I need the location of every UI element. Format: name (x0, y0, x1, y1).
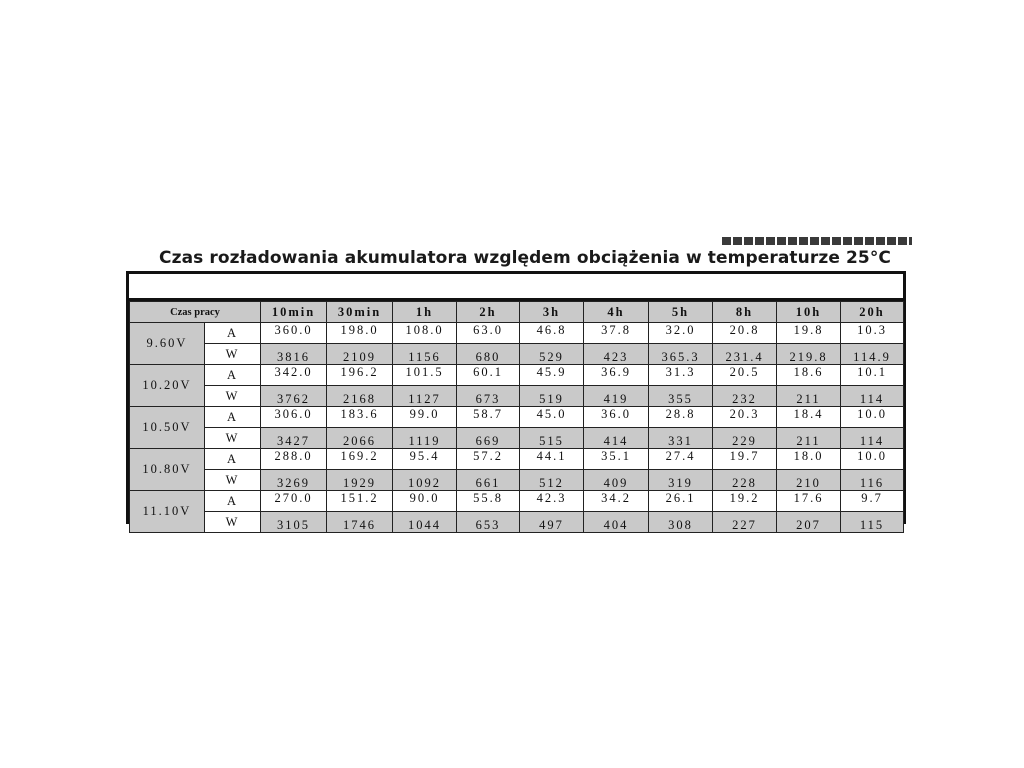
value-cell (713, 407, 777, 428)
value-cell (649, 491, 713, 512)
value-cell (261, 365, 327, 386)
value-cell (261, 344, 327, 365)
value-cell (713, 344, 777, 365)
value-text: 661 (475, 476, 501, 490)
value-cell (584, 407, 649, 428)
value-text: 9.7 (861, 491, 883, 505)
value-cell (327, 344, 393, 365)
value-text: 46.8 (536, 323, 567, 337)
value-cell (649, 449, 713, 470)
value-text: 57.2 (473, 449, 503, 463)
table-row (130, 512, 904, 533)
unit-cell (205, 470, 261, 491)
value-text: 18.0 (793, 449, 824, 463)
value-cell (649, 365, 713, 386)
value-cell (327, 386, 393, 407)
value-cell (520, 365, 584, 386)
value-cell (261, 323, 327, 344)
value-text: 20.5 (729, 365, 760, 379)
value-cell (713, 512, 777, 533)
value-text: 228 (732, 476, 757, 490)
value-cell (520, 407, 584, 428)
value-cell (520, 470, 584, 491)
value-text: 99.0 (409, 407, 440, 421)
column-header: 10min (261, 302, 327, 323)
column-header: 2h (457, 302, 520, 323)
value-text: 19.8 (793, 323, 824, 337)
value-cell (261, 428, 327, 449)
value-cell (713, 470, 777, 491)
value-cell (777, 323, 841, 344)
value-cell (261, 512, 327, 533)
value-text: 669 (475, 434, 501, 448)
value-text: 19.7 (729, 449, 760, 463)
value-text: 414 (603, 434, 629, 448)
value-text: 10.0 (857, 449, 887, 463)
value-text: 18.6 (793, 365, 824, 379)
value-text: 26.1 (665, 491, 696, 505)
value-cell (713, 428, 777, 449)
value-cell (649, 344, 713, 365)
table-row (130, 386, 904, 407)
column-header: 3h (520, 302, 584, 323)
value-text: 331 (668, 434, 693, 448)
value-text: 673 (475, 392, 501, 406)
value-cell (261, 449, 327, 470)
unit-cell (205, 323, 261, 344)
value-cell (841, 491, 904, 512)
value-text: 63.0 (473, 323, 503, 337)
value-cell (584, 323, 649, 344)
value-cell (649, 386, 713, 407)
unit-label: W (225, 515, 240, 529)
value-text: 270.0 (274, 491, 313, 505)
value-text: 653 (475, 518, 501, 532)
value-cell (393, 407, 457, 428)
value-cell (457, 428, 520, 449)
table-row (130, 491, 904, 512)
value-text: 2066 (343, 434, 376, 448)
value-text: 3762 (277, 392, 310, 406)
unit-label: A (226, 326, 239, 340)
value-text: 1929 (343, 476, 376, 490)
value-text: 60.1 (473, 365, 503, 379)
value-text: 115 (859, 518, 885, 532)
value-text: 108.0 (405, 323, 444, 337)
value-cell (584, 491, 649, 512)
value-text: 229 (732, 434, 757, 448)
value-text: 342.0 (274, 365, 313, 379)
value-text: 306.0 (274, 407, 313, 421)
column-header: 10h (777, 302, 841, 323)
value-text: 515 (539, 434, 564, 448)
value-cell (457, 365, 520, 386)
value-text: 196.2 (340, 365, 379, 379)
value-cell (327, 491, 393, 512)
unit-label: A (226, 494, 239, 508)
value-text: 409 (603, 476, 629, 490)
value-cell (327, 449, 393, 470)
value-text: 288.0 (274, 449, 313, 463)
table-row (130, 407, 904, 428)
column-header: 5h (649, 302, 713, 323)
value-text: 20.8 (729, 323, 760, 337)
value-cell (777, 470, 841, 491)
value-text: 169.2 (340, 449, 379, 463)
value-cell (841, 428, 904, 449)
table-row (130, 365, 904, 386)
value-text: 319 (668, 476, 693, 490)
value-text: 58.7 (473, 407, 503, 421)
value-text: 45.0 (536, 407, 567, 421)
discharge-table (129, 301, 904, 533)
column-header: 8h (713, 302, 777, 323)
unit-cell (205, 407, 261, 428)
value-cell (841, 470, 904, 491)
value-text: 36.9 (601, 365, 631, 379)
value-cell (393, 365, 457, 386)
value-text: 18.4 (793, 407, 824, 421)
value-text: 10.0 (857, 407, 887, 421)
value-cell (457, 470, 520, 491)
value-cell (520, 491, 584, 512)
value-text: 219.8 (789, 350, 828, 364)
value-cell (584, 365, 649, 386)
value-cell (261, 407, 327, 428)
value-cell (261, 386, 327, 407)
value-text: 423 (603, 350, 629, 364)
value-cell (584, 512, 649, 533)
value-cell (841, 365, 904, 386)
value-text: 210 (796, 476, 821, 490)
unit-cell (205, 428, 261, 449)
value-text: 45.9 (536, 365, 567, 379)
value-cell (393, 428, 457, 449)
value-text: 44.1 (536, 449, 567, 463)
value-text: 114.9 (853, 350, 891, 364)
value-cell (261, 491, 327, 512)
value-text: 680 (475, 350, 501, 364)
table-row (130, 428, 904, 449)
value-text: 1156 (408, 350, 441, 364)
unit-label: W (225, 473, 240, 487)
value-text: 1746 (343, 518, 376, 532)
value-cell (457, 407, 520, 428)
value-cell (649, 407, 713, 428)
value-text: 17.6 (793, 491, 824, 505)
value-cell (261, 470, 327, 491)
value-cell (457, 386, 520, 407)
value-cell (841, 449, 904, 470)
value-text: 101.5 (405, 365, 444, 379)
value-text: 42.3 (536, 491, 567, 505)
value-cell (584, 470, 649, 491)
value-cell (327, 512, 393, 533)
column-header: 30min (327, 302, 393, 323)
value-cell (393, 344, 457, 365)
voltage-cell: 10.80V (130, 449, 205, 491)
unit-cell (205, 386, 261, 407)
value-cell (841, 512, 904, 533)
value-text: 3269 (277, 476, 310, 490)
voltage-cell: 10.50V (130, 407, 205, 449)
value-text: 95.4 (409, 449, 440, 463)
value-cell (393, 449, 457, 470)
value-cell (457, 491, 520, 512)
value-cell (520, 386, 584, 407)
value-cell (777, 407, 841, 428)
value-cell (713, 449, 777, 470)
value-cell (841, 407, 904, 428)
value-text: 2109 (343, 350, 376, 364)
value-text: 34.2 (601, 491, 631, 505)
value-cell (777, 512, 841, 533)
value-text: 3816 (277, 350, 310, 364)
value-text: 365.3 (661, 350, 700, 364)
value-text: 55.8 (473, 491, 503, 505)
value-cell (520, 512, 584, 533)
unit-cell (205, 512, 261, 533)
value-cell (520, 428, 584, 449)
value-cell (777, 386, 841, 407)
value-cell (457, 449, 520, 470)
unit-label: A (226, 410, 239, 424)
corner-header: Czas pracy (130, 302, 261, 323)
value-cell (649, 512, 713, 533)
table-row (130, 470, 904, 491)
value-cell (520, 344, 584, 365)
value-text: 36.0 (601, 407, 631, 421)
value-cell (584, 449, 649, 470)
value-text: 3105 (277, 518, 310, 532)
value-text: 308 (668, 518, 693, 532)
value-cell (649, 428, 713, 449)
value-cell (777, 365, 841, 386)
value-cell (777, 428, 841, 449)
value-cell (457, 512, 520, 533)
value-cell (777, 449, 841, 470)
value-text: 198.0 (340, 323, 379, 337)
value-text: 497 (539, 518, 564, 532)
value-text: 1119 (408, 434, 441, 448)
value-cell (393, 323, 457, 344)
value-text: 360.0 (274, 323, 313, 337)
value-text: 183.6 (340, 407, 379, 421)
value-cell (841, 344, 904, 365)
voltage-cell: 11.10V (130, 491, 205, 533)
value-text: 116 (859, 476, 885, 490)
unit-cell (205, 344, 261, 365)
table-header-row (130, 302, 904, 323)
unit-cell (205, 365, 261, 386)
value-text: 35.1 (601, 449, 631, 463)
discharge-table-frame (126, 271, 906, 532)
column-header: 1h (393, 302, 457, 323)
value-text: 32.0 (665, 323, 696, 337)
value-text: 519 (539, 392, 564, 406)
voltage-cell: 9.60V (130, 323, 205, 365)
value-cell (520, 323, 584, 344)
value-text: 27.4 (665, 449, 696, 463)
value-cell (649, 470, 713, 491)
value-cell (713, 491, 777, 512)
page-title: Czas rozładowania akumulatora względem obciążenia w temperaturze 25°C (159, 248, 891, 268)
value-cell (520, 449, 584, 470)
table-row (130, 449, 904, 470)
value-cell (393, 491, 457, 512)
value-cell (393, 386, 457, 407)
value-text: 404 (603, 518, 629, 532)
value-text: 211 (796, 392, 821, 406)
unit-label: W (225, 431, 240, 445)
value-cell (649, 323, 713, 344)
value-cell (457, 344, 520, 365)
value-cell (393, 470, 457, 491)
value-text: 28.8 (665, 407, 696, 421)
value-text: 37.8 (601, 323, 631, 337)
value-text: 1092 (408, 476, 441, 490)
value-cell (713, 386, 777, 407)
value-text: 19.2 (729, 491, 760, 505)
unit-cell (205, 491, 261, 512)
value-text: 114 (859, 434, 885, 448)
value-text: 90.0 (409, 491, 440, 505)
table-row (130, 344, 904, 365)
value-cell (327, 428, 393, 449)
value-cell (777, 491, 841, 512)
value-text: 231.4 (725, 350, 764, 364)
value-text: 2168 (343, 392, 376, 406)
value-cell (327, 365, 393, 386)
value-cell (777, 344, 841, 365)
cropped-header-fragment (722, 237, 912, 245)
value-cell (841, 323, 904, 344)
value-text: 114 (859, 392, 885, 406)
value-text: 151.2 (340, 491, 379, 505)
unit-label: A (226, 452, 239, 466)
unit-label: W (225, 347, 240, 361)
value-text: 419 (603, 392, 629, 406)
value-cell (327, 323, 393, 344)
unit-cell (205, 449, 261, 470)
value-cell (327, 470, 393, 491)
value-text: 10.1 (857, 365, 887, 379)
value-cell (584, 428, 649, 449)
value-cell (457, 323, 520, 344)
table-row (130, 323, 904, 344)
column-header: 20h (841, 302, 904, 323)
value-text: 207 (796, 518, 821, 532)
unit-label: W (225, 389, 240, 403)
value-text: 31.3 (665, 365, 696, 379)
value-cell (713, 365, 777, 386)
value-cell (584, 386, 649, 407)
column-header: 4h (584, 302, 649, 323)
table-blank-header-band (129, 274, 903, 301)
voltage-cell: 10.20V (130, 365, 205, 407)
value-text: 512 (539, 476, 564, 490)
value-text: 529 (539, 350, 564, 364)
value-text: 227 (732, 518, 757, 532)
value-cell (584, 344, 649, 365)
value-text: 20.3 (729, 407, 760, 421)
table-body (130, 323, 904, 533)
value-text: 10.3 (857, 323, 887, 337)
value-cell (713, 323, 777, 344)
value-text: 3427 (277, 434, 310, 448)
value-text: 211 (796, 434, 821, 448)
value-cell (841, 386, 904, 407)
value-text: 232 (732, 392, 757, 406)
value-text: 355 (668, 392, 693, 406)
value-cell (327, 407, 393, 428)
value-text: 1044 (408, 518, 441, 532)
value-cell (393, 512, 457, 533)
unit-label: A (226, 368, 239, 382)
value-text: 1127 (408, 392, 441, 406)
